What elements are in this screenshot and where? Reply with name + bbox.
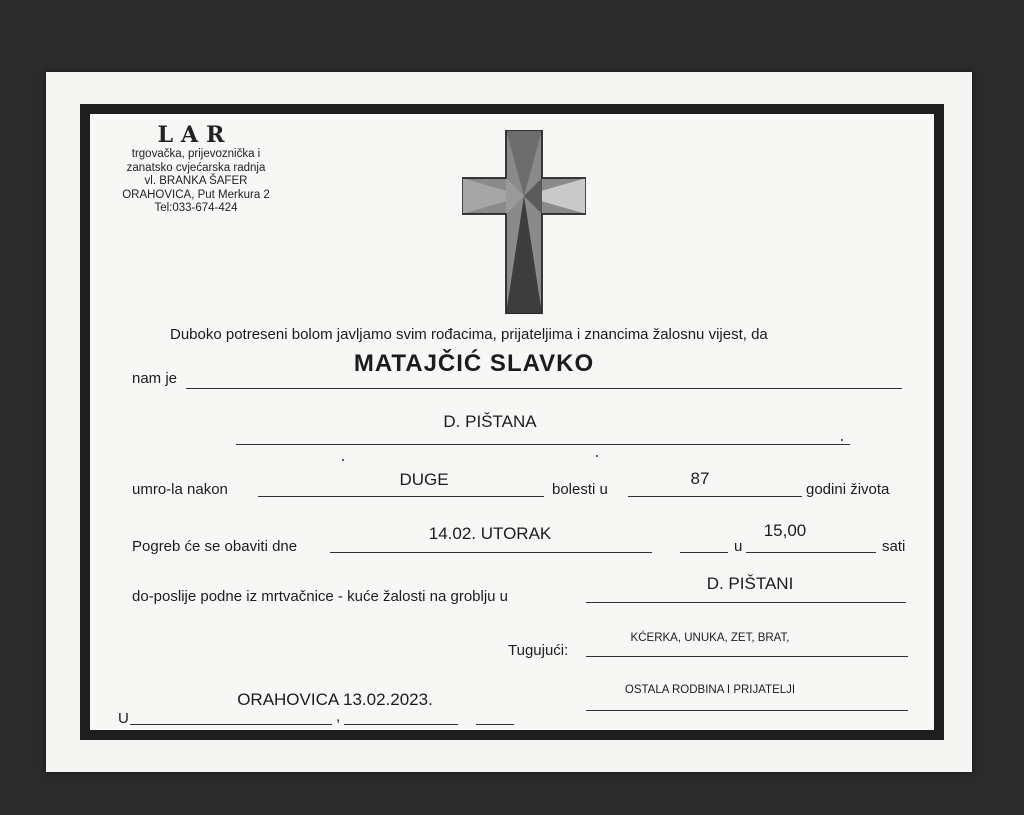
illness-line	[258, 496, 544, 497]
dot-mark	[342, 459, 344, 461]
city-line	[130, 724, 332, 725]
name-line	[186, 388, 902, 389]
nam-je-label: nam je	[132, 370, 178, 387]
dot-mark	[841, 439, 843, 441]
place-and-date: ORAHOVICA 13.02.2023.	[237, 690, 433, 709]
company-line: Tel:033-674-424	[154, 202, 238, 214]
year-line	[476, 724, 514, 725]
intro-text: Duboko potreseni bolom javljamo svim rođacima, prijateljima i znancima žalosnu vijest, da	[170, 326, 768, 343]
mourners-line-1	[586, 656, 908, 657]
pogreb-label: Pogreb će se obaviti dne	[132, 538, 298, 555]
mourners-2: OSTALA RODBINA I PRIJATELJI	[624, 684, 796, 696]
godini-label: godini života	[806, 481, 890, 498]
time-line	[746, 552, 876, 553]
date-bottom-line	[344, 724, 458, 725]
mourners-1: KĆERKA, UNUKA, ZET, BRAT,	[630, 632, 790, 644]
company-line: ORAHOVICA, Put Merkura 2	[122, 188, 270, 201]
cemetery-value: D. PIŠTANI	[706, 574, 794, 593]
company-logo: LAR	[157, 122, 233, 148]
age-value: 87	[690, 469, 710, 488]
paper-sheet	[46, 72, 972, 772]
company-line: trgovačka, prijevoznička i	[131, 148, 261, 160]
cross-icon	[462, 130, 586, 314]
funeral-date: 14.02. UTORAK	[428, 524, 552, 543]
short-line	[680, 552, 728, 553]
u-bottom-label: U	[118, 710, 129, 727]
dot-mark	[596, 455, 598, 457]
company-info	[96, 148, 296, 216]
place-of-residence: D. PIŠTANA	[443, 412, 537, 431]
date-line	[330, 552, 652, 553]
company-line: zanatsko cvjećarska radnja	[126, 161, 266, 174]
funeral-time: 15,00	[763, 521, 807, 540]
do-poslije-label: do-poslije podne iz mrtvačnice - kuće žalosti na groblju u	[132, 588, 509, 605]
sati-label: sati	[882, 538, 906, 555]
obituary-frame	[80, 104, 944, 740]
deceased-name: MATAJČIĆ SLAVKO	[353, 350, 595, 377]
company-line: vl. BRANKA ŠAFER	[144, 175, 248, 187]
comma-mark: ,	[336, 708, 341, 725]
umro-label: umro-la nakon	[132, 481, 228, 498]
cemetery-line	[586, 602, 906, 603]
u-label: u	[734, 538, 743, 555]
bolesti-label: bolesti u	[552, 481, 608, 498]
illness-value: DUGE	[399, 470, 449, 489]
mourners-line-2	[586, 710, 908, 711]
place-line	[236, 444, 850, 445]
age-line	[628, 496, 802, 497]
tugujuci-label: Tugujući:	[508, 642, 569, 659]
